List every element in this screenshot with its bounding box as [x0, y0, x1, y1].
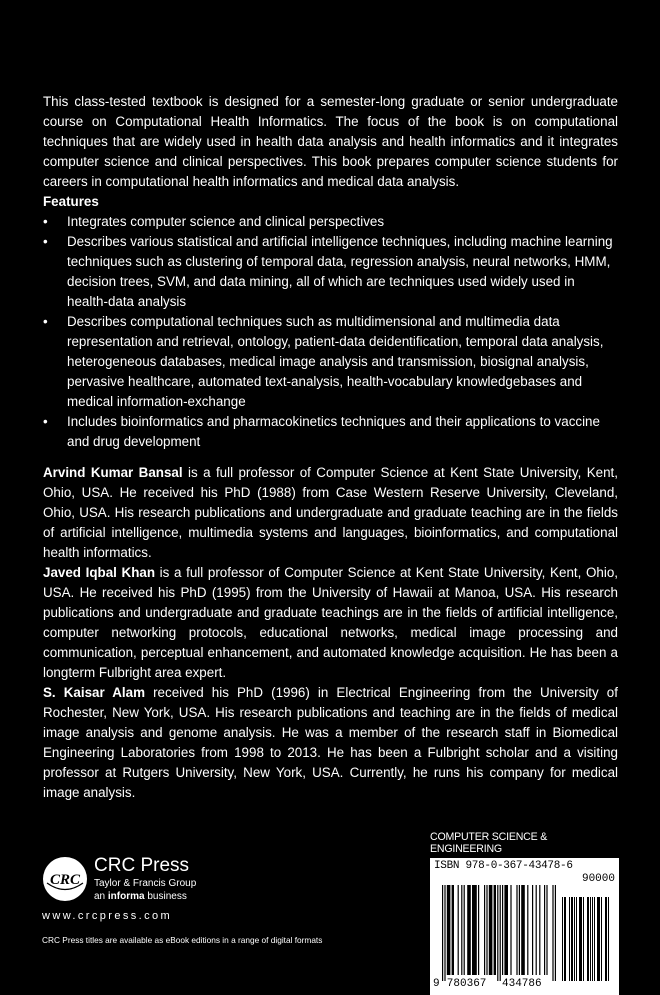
addon-bar [601, 897, 602, 981]
feature-text: Describes computational techniques such as multidimensional and multimedia data representation and retrieval, ontology, patient-data deidentification, temporal data analysis, heterogeneous databases, medical image analysis and transmission, biosignal analysis, pervasive healthcare, automated text-analysis, health-vocabulary knowledgebases and medical information-exchange [67, 314, 604, 409]
feature-text: Includes bioinformatics and pharmacokinetics techniques and their applications to vaccine and drug development [67, 414, 600, 449]
addon-bar [587, 897, 589, 981]
barcode-bar [510, 885, 511, 975]
barcode-bar [442, 885, 443, 981]
barcode-bar [519, 885, 520, 975]
bullet-icon: • [43, 214, 48, 229]
publisher-text [94, 855, 196, 903]
addon-bar [594, 897, 595, 981]
barcode-bar [544, 885, 545, 975]
barcode-bar [502, 885, 503, 975]
addon-bar [571, 897, 573, 981]
barcode-bar [521, 885, 525, 975]
publisher-url: www.crcpress.com [42, 910, 173, 922]
publisher-group: Taylor & Francis Group [94, 878, 197, 889]
barcode-bar [486, 885, 487, 975]
barcode-bar [516, 885, 517, 975]
addon-bar [564, 897, 566, 981]
author-bio [43, 463, 618, 563]
bullet-icon: • [43, 314, 48, 329]
addon-bar [608, 897, 609, 981]
features-list [43, 212, 618, 452]
barcode-bar [489, 885, 493, 975]
publisher-block [42, 855, 342, 922]
feature-text: Integrates computer science and clinical perspectives [67, 214, 385, 229]
intro-paragraph: This class-tested textbook is designed for a semester-long graduate or senior undergraduate course on Computational Health Informatics. The focus of the book is on computational techniques that are widely used in health data analysis and health informatics and it integrates computer science and clinical perspectives. This book prepares computer science students for careers in computational health informatics and medical data analysis. [43, 94, 618, 189]
barcode-bar [539, 885, 540, 975]
barcode-bar [458, 885, 459, 975]
ean-first-digit: 9 [433, 978, 440, 990]
author-name: S. Kaisar Alam [43, 685, 146, 700]
barcode-bar [461, 885, 462, 975]
barcode-bar [504, 885, 508, 975]
publisher-business [94, 890, 196, 903]
addon-bar [583, 897, 584, 981]
features-heading: Features [43, 194, 99, 209]
ebook-note: CRC Press titles are available as eBook editions in a range of digital formats [42, 935, 323, 945]
addon-bar [574, 897, 575, 981]
addon-bar [605, 897, 607, 981]
crc-logo-icon [42, 856, 88, 902]
barcode-box [430, 858, 619, 995]
barcode-bar [464, 885, 465, 975]
publisher-logo-row [42, 855, 342, 903]
addon-bar [579, 897, 582, 981]
price-code: 90000 [581, 873, 615, 885]
feature-item [43, 212, 618, 232]
barcode-bar [472, 885, 477, 975]
addon-bar [590, 897, 591, 981]
barcode-area [430, 831, 619, 995]
author-bio-text: received his PhD (1996) in Electrical Engineering from the University of Rochester, New York, USA. His research publications and teaching are in the fields of medical image analysis and genome analysis. He was a member of the research staff in Biomedical Engineering Laboratories from 1998 to 2013. He has been a Fulbright scholar and a visiting professor at Rutgers University, New York, USA. Currently, he runs his company for medical image analysis. [43, 685, 618, 800]
business-suffix: business [144, 891, 187, 902]
barcode-bar [452, 885, 454, 975]
barcode-bar [478, 885, 479, 975]
crc-logo-text: CRC [49, 872, 81, 888]
ean-right-digits: 434786 [502, 978, 542, 990]
ean-left-digits: 780367 [446, 978, 487, 990]
barcode-bar [536, 885, 537, 975]
barcode-bar [467, 885, 471, 975]
feature-item [43, 412, 618, 452]
feature-item [43, 312, 618, 412]
barcode-bar [527, 885, 528, 975]
addon-bar [569, 897, 570, 981]
addon-bar [576, 897, 577, 981]
author-bio-text: is a full professor of Computer Science at Kent State University, Kent, Ohio, USA. He received his PhD (1995) from the University of Hawaii at Manoa, USA. His research publications and undergraduate and graduate teachings are in the fields of artificial intelligence, computer networking protocols, educational networks, medical image processing and communication, perceptual enhancement, and automated knowledge acquisition. He has been a longterm Fulbright area expert. [43, 565, 618, 680]
barcode-bar [484, 885, 485, 975]
author-name: Javed Iqbal Khan [43, 565, 156, 580]
bullet-icon: • [43, 234, 48, 249]
feature-text: Describes various statistical and artificial intelligence techniques, including machine learning techniques such as clustering of temporal data, regression analysis, neural networks, HMM, decision trees, SVM, and data mining, all of which are techniques used widely used in health-data analysis [67, 234, 613, 309]
bullet-icon: • [43, 414, 48, 429]
feature-item [43, 232, 618, 312]
barcode-bar [447, 885, 451, 975]
barcode-bar [546, 885, 547, 975]
isbn-label: ISBN 978-0-367-43478-6 [434, 860, 573, 872]
barcode-bar [494, 885, 496, 975]
barcode-bar [555, 885, 556, 981]
addon-bar [562, 897, 563, 981]
author-name: Arvind Kumar Bansal [43, 465, 183, 480]
barcode-bar [497, 885, 498, 981]
addon-bar [592, 897, 593, 981]
barcode-bar [532, 885, 533, 975]
barcode-bar [552, 885, 553, 981]
business-bold: informa [107, 891, 145, 902]
business-prefix: an [94, 891, 108, 902]
addon-bar [597, 897, 600, 981]
author-bio-text: is a full professor of Computer Science at Kent State University, Kent, Ohio, USA. He received his PhD (1988) from Case Western Reserve University, Cleveland, Ohio, USA. His research publications and undergraduate and graduate teaching are in the fields of artificial intelligence, multimedia systems and languages, bioinformatics, and computational health informatics. [43, 465, 618, 560]
publisher-name: CRC Press [94, 855, 190, 876]
book-category: COMPUTER SCIENCE & ENGINEERING [430, 831, 548, 855]
barcode-bar [500, 885, 501, 981]
author-bio [43, 683, 618, 803]
barcode-bar [444, 885, 445, 981]
author-bio [43, 563, 618, 683]
back-cover-text [43, 92, 618, 803]
